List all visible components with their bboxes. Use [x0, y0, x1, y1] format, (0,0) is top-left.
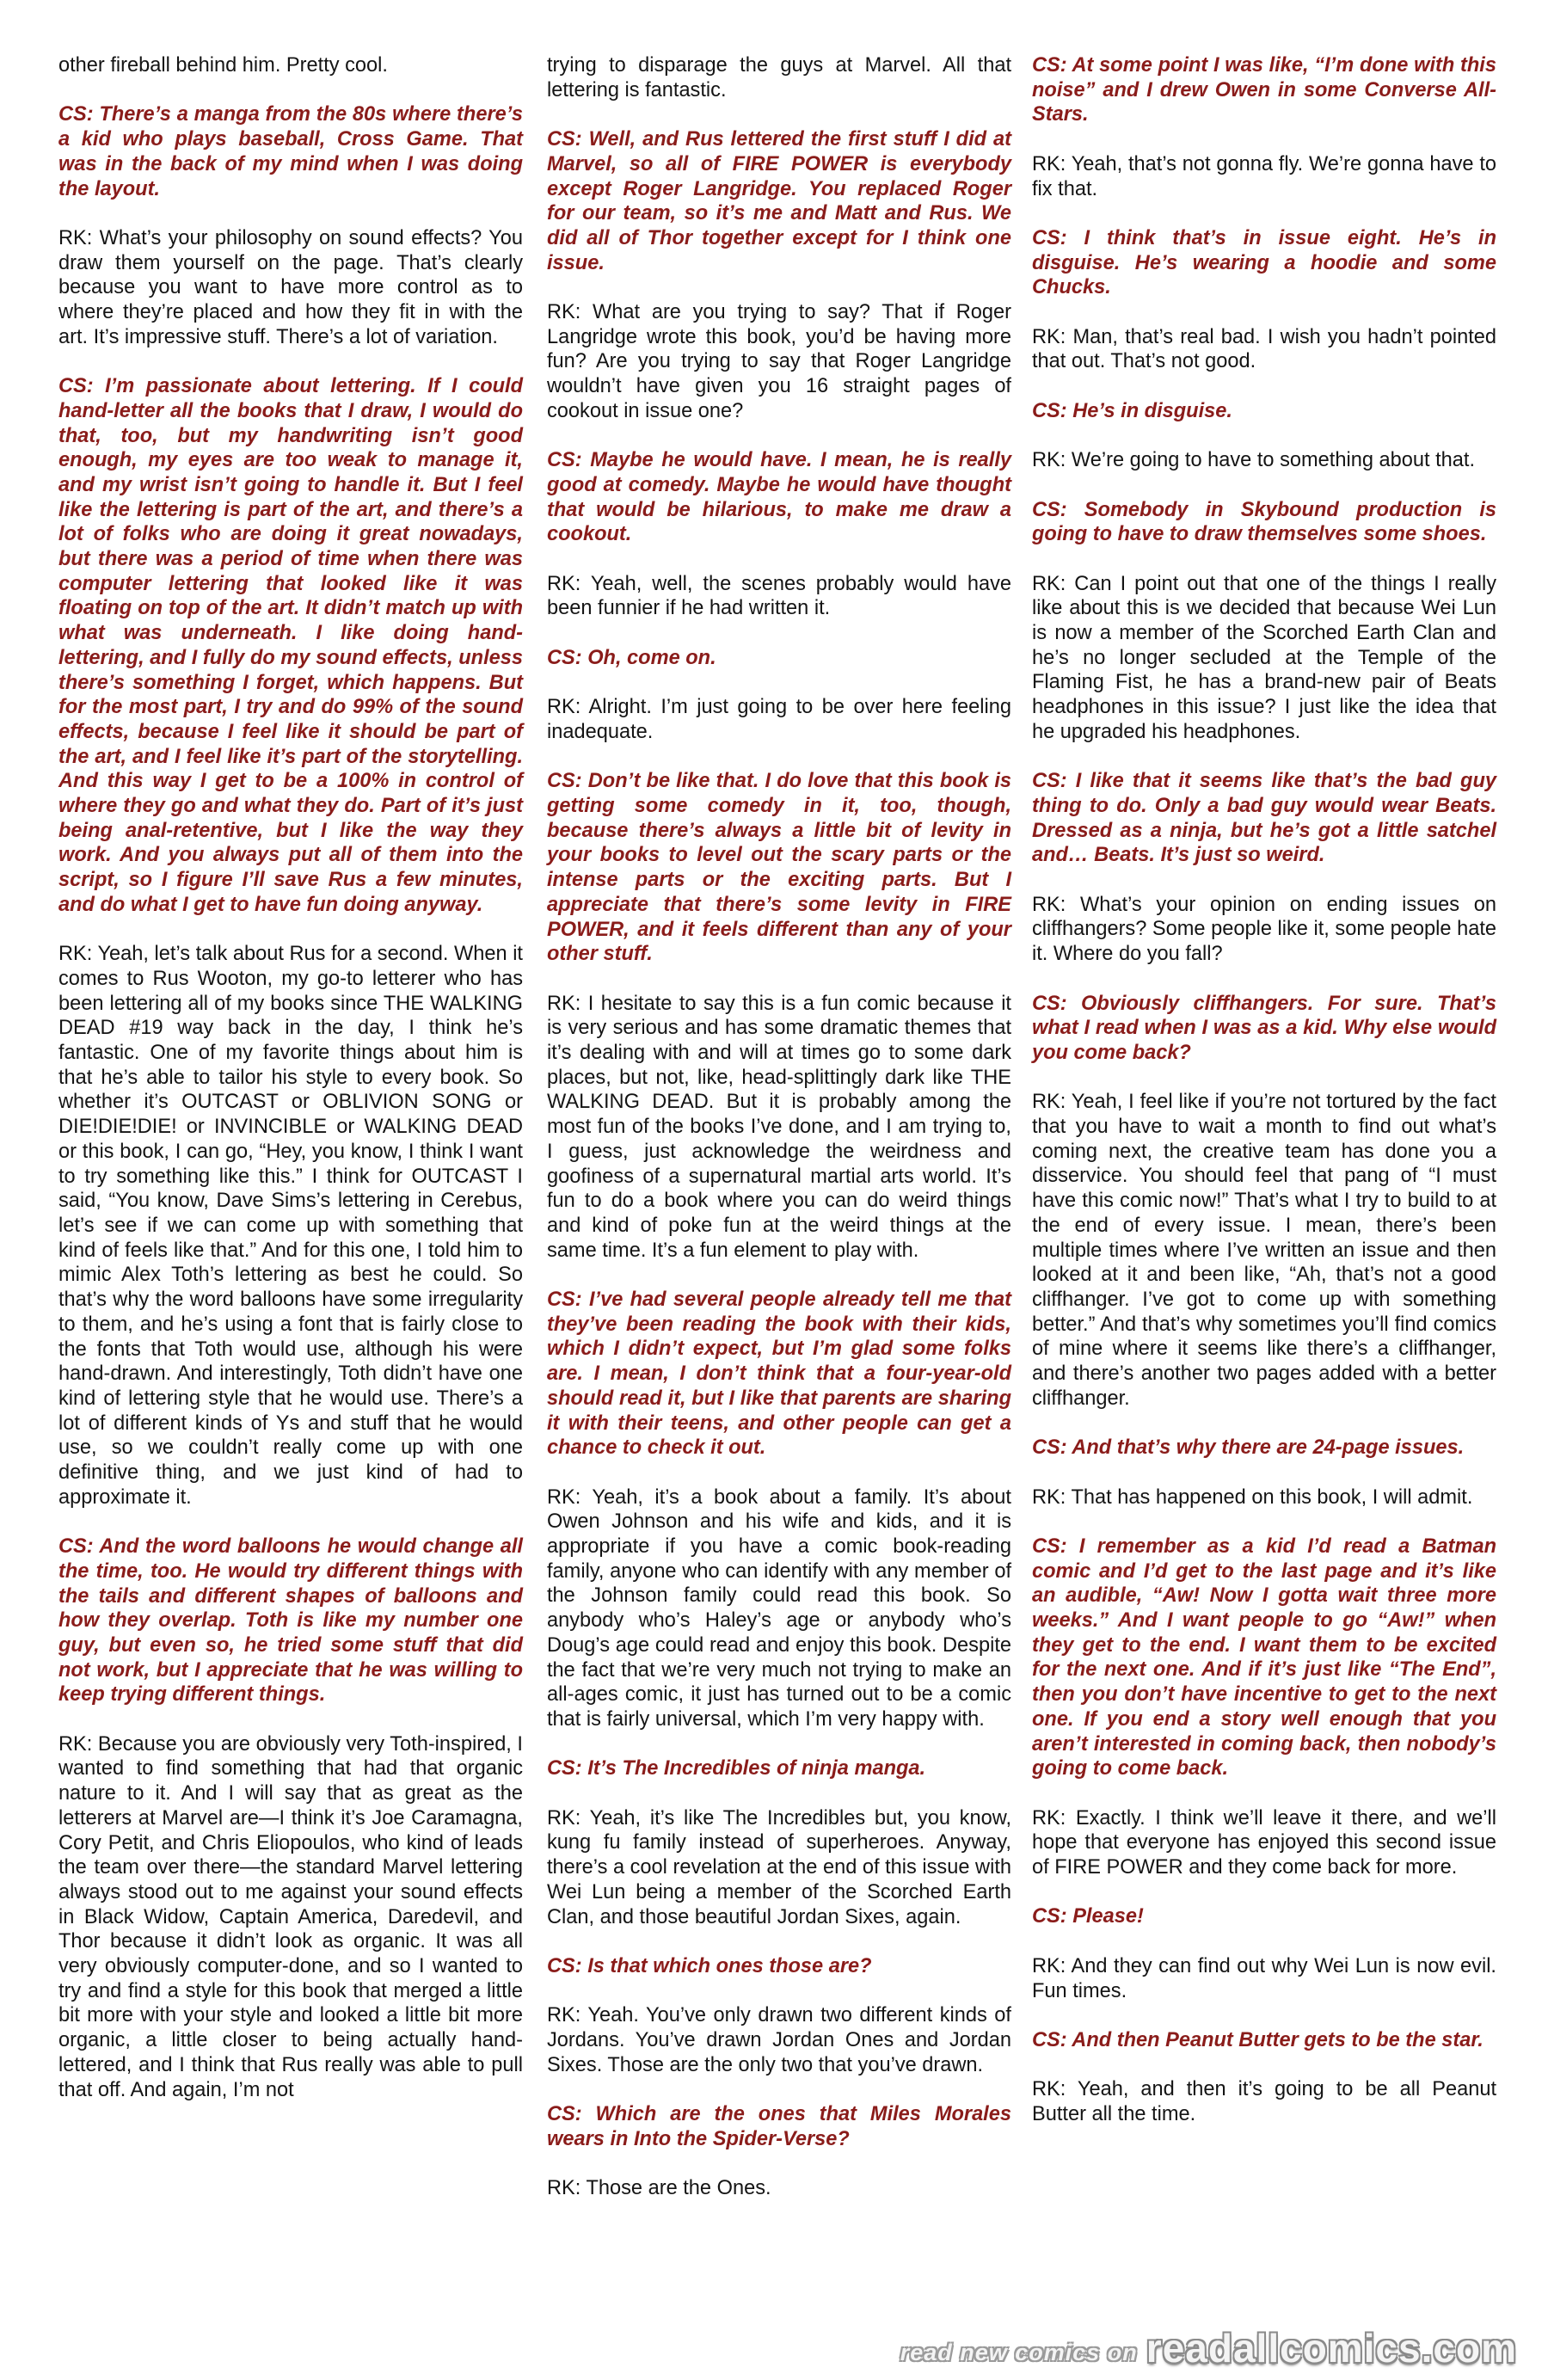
question-paragraph: RK: Man, that’s real bad. I wish you hadn’t pointed that out. That’s not good.	[1032, 325, 1496, 373]
answer-paragraph: CS: And the word balloons he would change all the time, too. He would try different things with the tails and different shapes of balloons and how they overlap. Toth is like my number one guy, but even so, he tried some stuff that did not work, but I appreciate that he was willing to keep trying different things.	[58, 1535, 523, 1707]
question-paragraph: RK: Yeah. You’ve only drawn two different kinds of Jordans. You’ve drawn Jordan Ones and Jordan Sixes. Those are the only two that you’ve drawn.	[547, 2004, 1011, 2076]
answer-paragraph: CS: I think that’s in issue eight. He’s in disguise. He’s wearing a hoodie and some Chucks.	[1032, 226, 1496, 299]
question-paragraph: RK: Yeah, it’s a book about a family. It’s about Owen Johnson and his wife and kids, and it is appropriate if you have a comic book-reading family, anyone who can identify with any member of the Johnson family could read this book. So anybody who’s Haley’s age or anybody who’s Doug’s age could read and enjoy this book. Despite the fact that we’re very much not trying to make an all-ages comic, it just has turned out to be a comic that is fairly universal, which I’m very happy with.	[547, 1485, 1011, 1731]
answer-paragraph: CS: And that’s why there are 24-page issues.	[1032, 1436, 1465, 1460]
answer-paragraph: CS: I like that it seems like that’s the bad guy thing to do. Only a bad guy would wear Beats. Dressed as a ninja, but he’s got a little satchel and… Beats. It’s just so weird.	[1032, 770, 1496, 867]
question-paragraph: RK: Alright. I’m just going to be over here feeling inadequate.	[547, 696, 1011, 743]
answer-paragraph: CS: It’s The Incredibles of ninja manga.	[547, 1757, 926, 1780]
question-paragraph: RK: I hesitate to say this is a fun comic because it is very serious and has some dramatic themes that it’s dealing with and will at times go to some dark places, but not, like, head-splittingly dark like THE WALKING DEAD. But it is probably among the most fun of the books I’ve done, and I am trying to, I guess, just acknowledge the weirdness and goofiness of a supernatural martial arts world. It’s fun to do a book where you can do weird things and kind of poke fun at the weird things at the same time. It’s a fun element to play with.	[547, 992, 1011, 1262]
answer-paragraph: CS: Maybe he would have. I mean, he is really good at comedy. Maybe he would have thought that would be hilarious, to make me draw a cookout.	[547, 449, 1011, 546]
column-left	[58, 53, 523, 2127]
answer-paragraph: CS: Is that which ones those are?	[547, 1954, 872, 1977]
question-paragraph: RK: Those are the Ones.	[547, 2177, 771, 2200]
answer-paragraph: CS: I remember as a kid I’d read a Batman comic and I’d get to the last page and it’s like an audible, “Aw! Now I gotta wait three more weeks.” And I want people to go “Aw!” when they get to the end. I want them to be excited for the next one. And if it’s just like “The End”, then you don’t have incentive to get to the next one. If you end a story well enough that you aren’t interested in coming back, then nobody’s going to come back.	[1032, 1534, 1496, 1780]
answer-paragraph: CS: Somebody in Skybound production is going to have to draw themselves some shoes.	[1032, 498, 1496, 546]
answer-paragraph: CS: And then Peanut Butter gets to be the star.	[1032, 2028, 1484, 2051]
question-paragraph: RK: Yeah, and then it’s going to be all Peanut Butter all the time.	[1032, 2078, 1496, 2126]
answer-paragraph: CS: I’m passionate about lettering. If I could hand-letter all the books that I draw, I would do that, too, but my handwriting isn’t good enough, my eyes are too weak to manage it, and my wrist isn’t going to handle it. But I feel like the lettering is part of the art, and there’s a lot of folks who are doing it great nowadays, but there was a period of time when there was computer lettering that looked like it was floating on top of the art. It didn’t match up with what was underneath. I like doing hand-lettering, and I fully do my sound effects, unless there’s something I forget, which happens. But for the most part, I try and do 99% of the sound effects, because I feel like it should be part of the art, and I feel like it’s part of the storytelling. And this way I get to be a 100% in control of where they go and what they do. Part of it’s just being anal-retentive, but I like the way they work. And you always put all of them into the script, so I figure I’ll save Rus a few minutes, and do what I get to have fun doing anyway.	[58, 375, 523, 916]
answer-paragraph: CS: Oh, come on.	[547, 646, 716, 669]
question-paragraph: trying to disparage the guys at Marvel. All that lettering is fantastic.	[547, 54, 1011, 101]
answer-paragraph: CS: Which are the ones that Miles Morales wears in Into the Spider-Verse?	[547, 2103, 1011, 2150]
question-paragraph: RK: What’s your philosophy on sound effects? You draw them yourself on the page. That’s clearly because you want to have more control as to where they’re placed and how they fit in with the art. It’s impressive stuff. There’s a lot of variation.	[58, 226, 523, 348]
question-paragraph: RK: Yeah, that’s not gonna fly. We’re gonna have to fix that.	[1032, 152, 1496, 200]
answer-paragraph: CS: I’ve had several people already tell me that they’ve been reading the book with their kids, which I didn’t expect, but I’m glad some folks are. I mean, I don’t think that a four-year-old should read it, but I like that parents are sharing it with their teens, and other people can get a chance to check it out.	[547, 1288, 1011, 1460]
answer-paragraph: CS: Well, and Rus lettered the first stuff I did at Marvel, so all of FIRE POWER is everybody except Roger Langridge. You replaced Roger for our team, so it’s me and Matt and Rus. We did all of Thor together except for I think one issue.	[547, 128, 1011, 274]
question-paragraph: RK: Because you are obviously very Toth-inspired, I wanted to find something that had that organic nature to it. And I will say that as great as the letterers at Marvel are—I think it’s Joe Caramagna, Cory Petit, and Chris Eliopoulos, who kind of leads the team over there—the standard Marvel lettering always stood out to me against your sound effects in Black Widow, Captain America, Daredevil, and Thor because it didn’t look as organic. It was all very obviously computer-done, and so I wanted to try and find a style for this book that merged a little bit more with your style and looked a little bit more organic, a little closer to being actually hand-lettered, and I think that Rus really was able to pull that off. And again, I’m not	[58, 1732, 523, 2101]
question-paragraph: RK: What’s your opinion on ending issues on cliffhangers? Some people like it, some people hate it. Where do you fall?	[1032, 893, 1496, 966]
answer-paragraph: CS: He’s in disguise.	[1032, 399, 1232, 422]
question-paragraph: RK: And they can find out why Wei Lun is now evil. Fun times.	[1032, 1954, 1496, 2002]
answer-paragraph: CS: At some point I was like, “I’m done with this noise” and I drew Owen in some Converse All-Stars.	[1032, 54, 1496, 126]
question-paragraph: RK: Exactly. I think we’ll leave it there, and we’ll hope that everyone has enjoyed this second issue of FIRE POWER and they come back for more.	[1032, 1806, 1496, 1879]
answer-paragraph: CS: Don’t be like that. I do love that this book is getting some comedy in it, too, though, because there’s always a little bit of levity in your books to level out the scary parts or the intense parts or the exciting parts. But I appreciate that there’s some levity in FIRE POWER, and it feels different than any of your other stuff.	[547, 770, 1011, 966]
question-paragraph: RK: What are you trying to say? That if Roger Langridge wrote this book, you’d be having more fun? Are you trying to say that Roger Langridge wouldn’t have given you 16 straight pages of cookout in issue one?	[547, 301, 1011, 422]
question-paragraph: RK: Yeah, I feel like if you’re not tortured by the fact that you have to wait a month to find out what’s coming next, the creative team has done you a disservice. You should feel that pang of “I must have this comic now!” That’s what I try to build to at the end of every issue. I mean, there’s been multiple times where I’ve written an issue and then looked at it and been like, “Ah, that’s not a good cliffhanger. I’ve got to come up with something better.” And that’s why sometimes you’ll find comics of mine where it seems like there’s a cliffhanger, and there’s another two pages added with a better cliffhanger.	[1032, 1091, 1496, 1410]
question-paragraph: RK: We’re going to have to something about that.	[1032, 449, 1476, 472]
column-right	[1032, 53, 1496, 2151]
column-middle	[547, 53, 1011, 2226]
question-paragraph: RK: Yeah, well, the scenes probably would have been funnier if he had written it.	[547, 572, 1011, 620]
site-watermark	[900, 2320, 1517, 2371]
watermark-site-name: readallcomics.com	[1146, 2326, 1517, 2371]
watermark-tagline: read new comics on	[900, 2340, 1138, 2365]
question-paragraph: RK: That has happened on this book, I will admit.	[1032, 1485, 1473, 1509]
question-paragraph: RK: Yeah, let’s talk about Rus for a second. When it comes to Rus Wooton, my go-to letterer who has been lettering all of my books since THE WALKING DEAD #19 way back in the day, I think he’s fantastic. One of my favorite things about him is that he’s able to tailor his style to every book. So whether it’s OUTCAST or OBLIVION SONG or DIE!DIE!DIE! or INVINCIBLE or WALKING DEAD or this book, I can go, “Hey, you know, I think I want to try something like this.” I think for OUTCAST I said, “You know, Dave Sims’s lettering in Cerebus, let’s see if we can come up with something that kind of feels like that.” And for this one, I told him to mimic Alex Toth’s lettering as best he could. So that’s why the word balloons have some irregularity to them, and he’s using a font that is fairly close to the fonts that Toth would use, although his were hand-drawn. And interestingly, Toth didn’t have one kind of lettering style that he would use. There’s a lot of different kinds of Ys and stuff that he would use, so we couldn’t really come up with one definitive thing, and we just kind of had to approximate it.	[58, 943, 523, 1509]
question-paragraph: other fireball behind him. Pretty cool.	[58, 54, 388, 77]
answer-paragraph: CS: Please!	[1032, 1905, 1144, 1928]
question-paragraph: RK: Can I point out that one of the things I really like about this is we decided that because Wei Lun is now a member of the Scorched Earth Clan and he’s no longer secluded at the Temple of the Flaming Fist, he has a brand-new pair of Beats headphones in this issue? I just like the idea that he upgraded his headphones.	[1032, 572, 1496, 743]
question-paragraph: RK: Yeah, it’s like The Incredibles but, you know, kung fu family instead of superheroes. Anyway, there’s a cool revelation at the end of this issue with Wei Lun being a member of the Scorched Earth Clan, and those beautiful Jordan Sixes, again.	[547, 1806, 1011, 1928]
answer-paragraph: CS: Obviously cliffhangers. For sure. That’s what I read when I was as a kid. Why else would you come back?	[1032, 992, 1496, 1064]
answer-paragraph: CS: There’s a manga from the 80s where there’s a kid who plays baseball, Cross Game. That was in the back of my mind when I was doing the layout.	[58, 103, 523, 200]
